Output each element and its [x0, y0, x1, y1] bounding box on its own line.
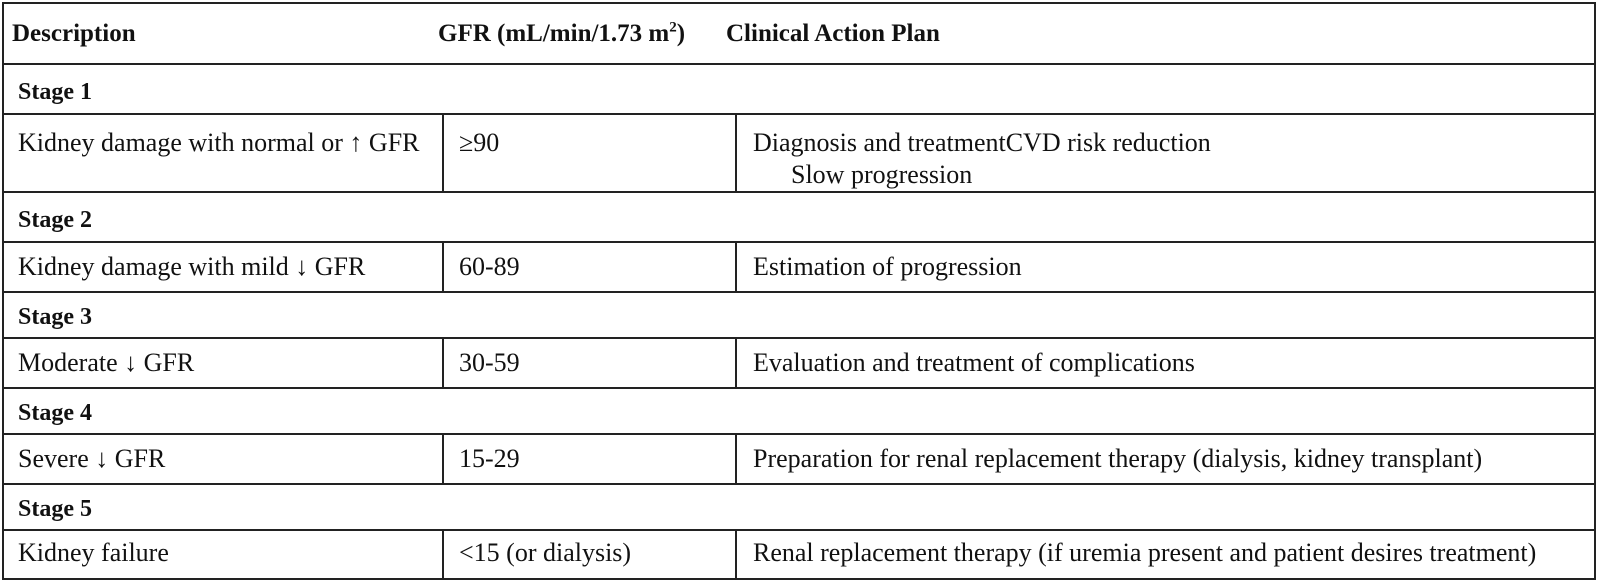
table-header-row — [4, 4, 1594, 65]
action-cell — [737, 115, 1594, 191]
gfr-cell: <15 (or dialysis) — [444, 531, 737, 578]
stage-row-4 — [4, 389, 1594, 435]
header-description: Description — [12, 20, 136, 47]
stage-label: Stage 4 — [18, 400, 92, 426]
gfr-cell: 60-89 — [444, 243, 737, 291]
action-cell: Preparation for renal replacement therapy (dialysis, kidney transplant) — [753, 444, 1483, 473]
ckd-stages-table — [2, 2, 1596, 580]
stage-row-1 — [4, 65, 1594, 115]
stage-label: Stage 2 — [18, 207, 92, 233]
description-cell: Moderate ↓ GFR — [4, 339, 444, 387]
header-gfr-text: GFR (mL/min/1.73 m — [438, 20, 670, 47]
header-gfr-close: ) — [676, 20, 686, 47]
header-gfr-superscript: 2 — [669, 19, 677, 36]
stage-label: Stage 1 — [18, 79, 92, 105]
stage-row-2 — [4, 193, 1594, 243]
header-gfr — [438, 18, 685, 63]
table-row-2 — [4, 243, 1594, 293]
description-cell: Kidney failure — [4, 531, 444, 578]
stage-row-5 — [4, 485, 1594, 531]
table-row-3 — [4, 339, 1594, 389]
action-line: Diagnosis and treatmentCVD risk reduction — [753, 128, 1211, 157]
table-row-1 — [4, 115, 1594, 193]
stage-label: Stage 3 — [18, 304, 92, 330]
description-cell: Kidney damage with normal or ↑ GFR — [4, 115, 444, 191]
action-cell: Estimation of progression — [753, 252, 1022, 281]
description-cell: Severe ↓ GFR — [4, 435, 444, 483]
description-cell: Kidney damage with mild ↓ GFR — [4, 243, 444, 291]
table-row-5 — [4, 531, 1594, 578]
gfr-cell: ≥90 — [444, 115, 737, 191]
gfr-cell: 15-29 — [444, 435, 737, 483]
header-action: Clinical Action Plan — [726, 20, 940, 47]
table-row-4 — [4, 435, 1594, 485]
action-cell: Evaluation and treatment of complications — [753, 348, 1195, 377]
gfr-cell: 30-59 — [444, 339, 737, 387]
action-cell: Renal replacement therapy (if uremia present and patient desires treatment) — [753, 538, 1537, 567]
stage-label: Stage 5 — [18, 496, 92, 522]
stage-row-3 — [4, 293, 1594, 339]
action-line: Slow progression — [791, 160, 973, 189]
